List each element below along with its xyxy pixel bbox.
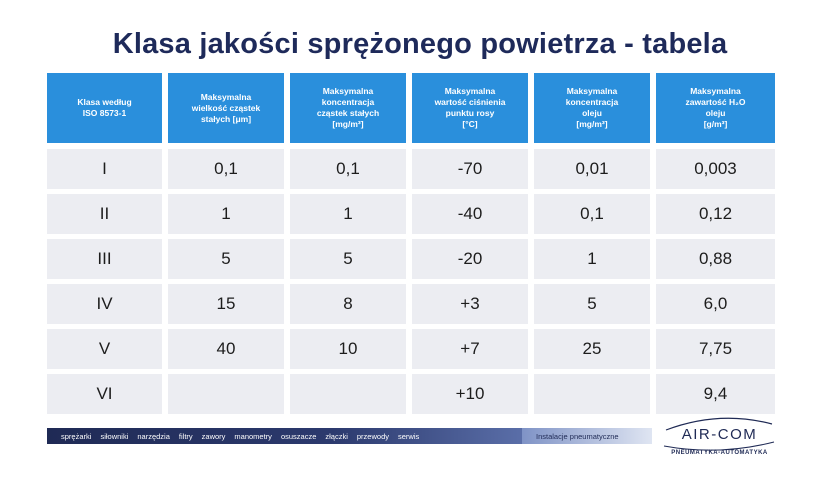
cell-water-content: 0,12	[656, 194, 775, 234]
footer-nav-item[interactable]: manometry	[234, 431, 272, 441]
table-row	[47, 239, 775, 279]
cell-dew-point: +7	[412, 329, 528, 369]
cell-particle-concentration: 0,1	[290, 149, 406, 189]
logo-text: AIR-COM	[681, 426, 758, 443]
footer-nav-item[interactable]: narzędzia	[137, 431, 170, 441]
header-cell-dew-point: Maksymalna wartość ciśnienia punktu rosy [°C]	[412, 73, 528, 143]
header-cell-class: Klasa według ISO 8573-1	[47, 73, 162, 143]
cell-water-content: 0,88	[656, 239, 775, 279]
cell-water-content: 6,0	[656, 284, 775, 324]
footer-nav-item[interactable]: sprężarki	[61, 431, 92, 441]
quality-table	[47, 73, 775, 408]
cell-water-content: 7,75	[656, 329, 775, 369]
cell-dew-point: +3	[412, 284, 528, 324]
table-header-row	[47, 73, 775, 143]
table-row	[47, 194, 775, 234]
cell-oil-concentration: 0,1	[534, 194, 650, 234]
table-row	[47, 149, 775, 189]
cell-particle-size: 40	[168, 329, 284, 369]
page-title: Klasa jakości sprężonego powietrza - tabela	[112, 28, 728, 60]
cell-particle-concentration: 5	[290, 239, 406, 279]
cell-dew-point: +10	[412, 374, 528, 414]
footer-nav-item[interactable]: siłowniki	[100, 431, 129, 441]
cell-dew-point: -40	[412, 194, 528, 234]
footer-nav-item[interactable]: serwis	[398, 431, 420, 441]
footer-nav-bar	[47, 428, 522, 444]
cell-particle-concentration: 10	[290, 329, 406, 369]
footer-nav-item[interactable]: przewody	[356, 431, 389, 441]
header-cell-water-content: Maksymalna zawartość H₂O oleju [g/m³]	[656, 73, 775, 143]
cell-oil-concentration: 1	[534, 239, 650, 279]
air-com-logo	[662, 414, 777, 460]
footer-nav-item[interactable]: zawory	[201, 431, 226, 441]
table-row	[47, 329, 775, 369]
cell-particle-concentration: 8	[290, 284, 406, 324]
footer-nav-item[interactable]: osuszacze	[280, 431, 317, 441]
cell-oil-concentration	[534, 374, 650, 414]
footer-sub-bar: Instalacje pneumatyczne	[522, 428, 652, 444]
cell-particle-size: 1	[168, 194, 284, 234]
cell-water-content: 0,003	[656, 149, 775, 189]
cell-oil-concentration: 25	[534, 329, 650, 369]
cell-particle-size: 5	[168, 239, 284, 279]
cell-water-content: 9,4	[656, 374, 775, 414]
footer-nav-item[interactable]: filtry	[178, 431, 193, 441]
cell-class: VI	[47, 374, 162, 414]
cell-class: I	[47, 149, 162, 189]
cell-class: IV	[47, 284, 162, 324]
cell-particle-concentration: 1	[290, 194, 406, 234]
cell-class: V	[47, 329, 162, 369]
cell-oil-concentration: 0,01	[534, 149, 650, 189]
cell-dew-point: -70	[412, 149, 528, 189]
cell-particle-size: 0,1	[168, 149, 284, 189]
cell-class: III	[47, 239, 162, 279]
cell-class: II	[47, 194, 162, 234]
table-row	[47, 284, 775, 324]
footer-nav-item[interactable]: złączki	[325, 431, 348, 441]
header-cell-particle-concentration: Maksymalna koncentracja cząstek stałych [mg/m³]	[290, 73, 406, 143]
cell-dew-point: -20	[412, 239, 528, 279]
cell-particle-concentration	[290, 374, 406, 414]
header-cell-oil-concentration: Maksymalna koncentracja oleju [mg/m³]	[534, 73, 650, 143]
cell-particle-size: 15	[168, 284, 284, 324]
cell-particle-size	[168, 374, 284, 414]
logo-subtitle: PNEUMATYKA-AUTOMATYKA	[671, 450, 768, 456]
table-row	[47, 374, 775, 414]
cell-oil-concentration: 5	[534, 284, 650, 324]
header-cell-particle-size: Maksymalna wielkość cząstek stałych [μm]	[168, 73, 284, 143]
